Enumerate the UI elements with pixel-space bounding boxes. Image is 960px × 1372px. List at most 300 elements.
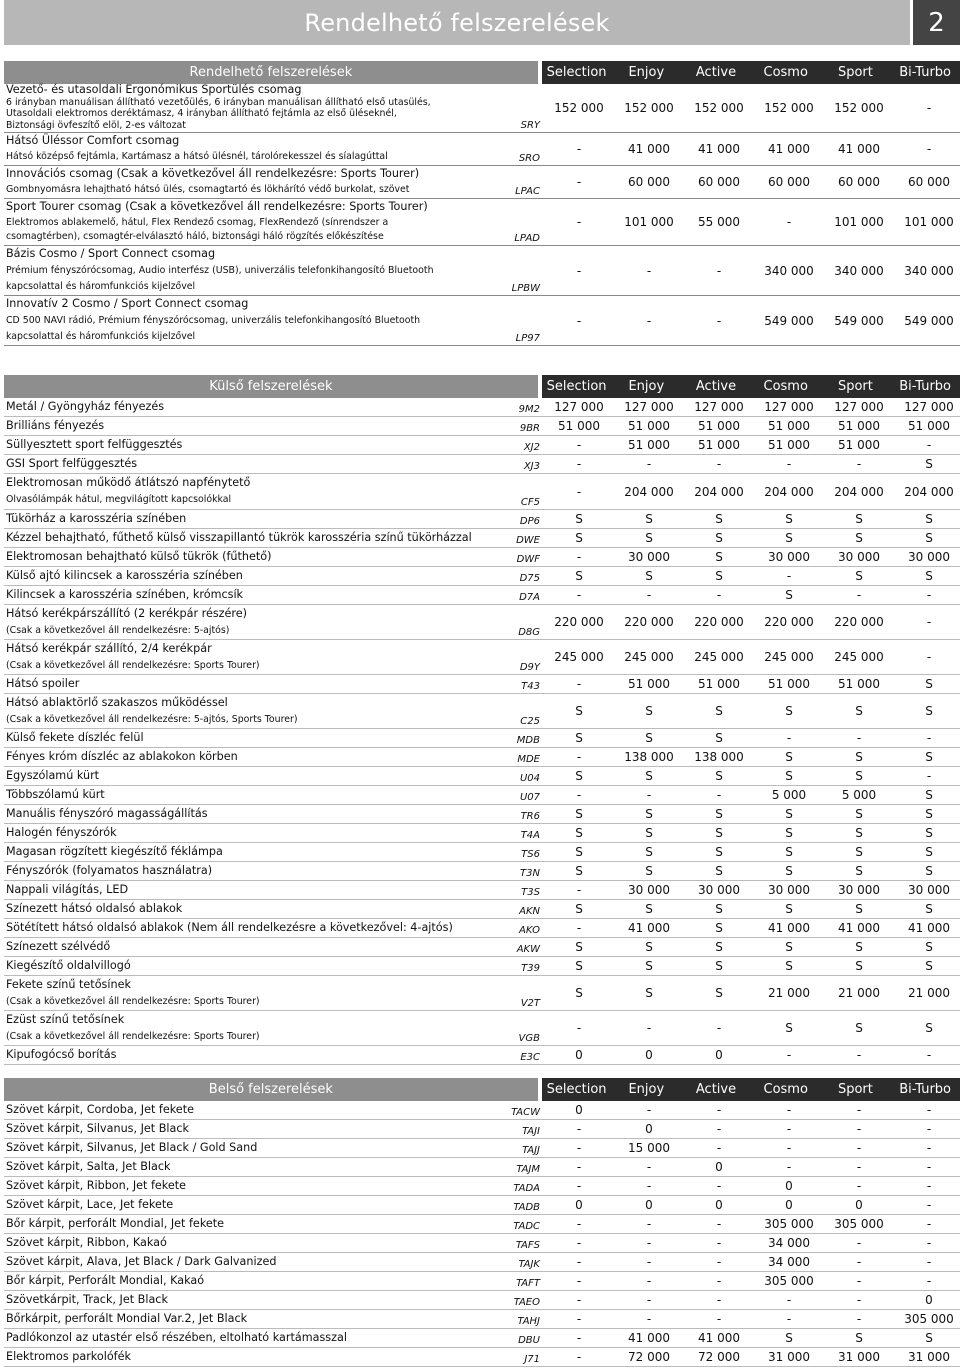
row-description bbox=[4, 1139, 504, 1157]
price-cell: S bbox=[715, 704, 723, 718]
price-cell: 220 000 bbox=[624, 615, 674, 629]
price-cell: S bbox=[855, 1021, 863, 1035]
option-code: D9Y bbox=[519, 662, 540, 673]
description-line: Tükörház a karosszéria színében bbox=[6, 511, 187, 525]
table-row bbox=[4, 1101, 960, 1120]
price-cell: 245 000 bbox=[764, 650, 814, 664]
price-cell: - bbox=[646, 1160, 652, 1174]
price-cell: S bbox=[785, 807, 793, 821]
price-cell: S bbox=[925, 940, 933, 954]
price-cell: 204 000 bbox=[624, 484, 674, 499]
price-cell: - bbox=[716, 313, 722, 328]
table-row bbox=[4, 1177, 960, 1196]
description-line: csomagtérben), csomagtér-elválasztó háló, biztonsági háló rögzítés előkészítése bbox=[6, 231, 384, 243]
option-code: E3C bbox=[520, 1052, 540, 1063]
price-cell: - bbox=[646, 1274, 652, 1288]
price-cell: - bbox=[716, 1141, 722, 1155]
price-cell: 0 bbox=[785, 1179, 793, 1193]
description-line: Színezett szélvédő bbox=[6, 939, 111, 953]
column-header: Active bbox=[681, 1078, 751, 1101]
description-line: (Csak a következővel áll rendelkezésre: 5-ajtós) bbox=[6, 624, 230, 636]
description-line: Magasan rögzített kiegészítő féklámpa bbox=[6, 844, 223, 858]
description-line: Bőrkárpit, perforált Mondial Var.2, Jet Black bbox=[6, 1311, 248, 1325]
price-cell: S bbox=[925, 864, 933, 878]
row-values bbox=[544, 1011, 960, 1045]
column-header: Active bbox=[681, 375, 751, 398]
column-header: Bi-Turbo bbox=[890, 61, 960, 84]
section-1 bbox=[4, 375, 960, 1065]
price-cell: - bbox=[786, 1312, 792, 1326]
option-code: TAJJ bbox=[522, 1145, 540, 1156]
table-row bbox=[4, 1291, 960, 1310]
page-title: Rendelhető felszerelések bbox=[4, 0, 910, 45]
price-cell: S bbox=[855, 807, 863, 821]
price-cell: - bbox=[856, 731, 862, 745]
price-cell: S bbox=[715, 902, 723, 916]
row-values bbox=[544, 567, 960, 585]
price-cell: - bbox=[926, 1198, 932, 1212]
price-cell: S bbox=[715, 550, 723, 564]
row-description bbox=[4, 1196, 504, 1214]
table-row bbox=[4, 605, 960, 640]
price-cell: 41 000 bbox=[698, 142, 740, 156]
price-cell: 51 000 bbox=[698, 677, 740, 691]
price-cell: 152 000 bbox=[764, 101, 814, 115]
price-cell: S bbox=[715, 769, 723, 783]
price-cell: 60 000 bbox=[698, 175, 740, 189]
description-line: Hátsó középső fejtámla, Kartámasz a hátsó ülésnél, tárolórekesszel és síalagúttal bbox=[6, 151, 388, 163]
price-cell: 51 000 bbox=[768, 419, 810, 433]
price-cell: 152 000 bbox=[834, 101, 884, 115]
row-description bbox=[4, 510, 504, 528]
row-description bbox=[4, 474, 504, 509]
price-cell: S bbox=[575, 986, 583, 1000]
description-line: Fényes króm díszléc az ablakokon körben bbox=[6, 749, 238, 763]
price-cell: S bbox=[715, 826, 723, 840]
row-values bbox=[544, 843, 960, 861]
price-cell: S bbox=[925, 845, 933, 859]
price-cell: - bbox=[926, 438, 932, 452]
description-line: Vezető- és utasoldali Ergonómikus Sportülés csomag bbox=[6, 83, 302, 97]
price-cell: S bbox=[785, 902, 793, 916]
option-code: DBU bbox=[518, 1335, 540, 1346]
table-row bbox=[4, 694, 960, 729]
row-description bbox=[4, 957, 504, 975]
row-description bbox=[4, 398, 504, 416]
price-cell: 21 000 bbox=[768, 986, 810, 1000]
price-cell: - bbox=[576, 215, 582, 229]
table-row bbox=[4, 1139, 960, 1158]
price-cell: - bbox=[716, 457, 722, 471]
price-cell: S bbox=[575, 731, 583, 745]
price-cell: 30 000 bbox=[698, 883, 740, 897]
price-cell: - bbox=[716, 1179, 722, 1193]
price-cell: - bbox=[856, 1274, 862, 1288]
price-cell: - bbox=[716, 263, 722, 278]
price-cell: - bbox=[786, 1122, 792, 1136]
table-row bbox=[4, 510, 960, 529]
price-cell: - bbox=[646, 313, 652, 328]
price-cell: 30 000 bbox=[628, 550, 670, 564]
row-values bbox=[544, 1215, 960, 1233]
option-code: LPAD bbox=[514, 233, 540, 244]
price-cell: S bbox=[855, 864, 863, 878]
option-code: LPAC bbox=[515, 186, 540, 197]
row-values bbox=[544, 1348, 960, 1366]
option-code: TR6 bbox=[520, 811, 540, 822]
price-cell: - bbox=[926, 1103, 932, 1117]
row-values bbox=[544, 1310, 960, 1328]
price-cell: - bbox=[646, 1312, 652, 1326]
description-line: Padlókonzol az utastér első részében, eltolható kartámasszal bbox=[6, 1330, 347, 1344]
price-cell: S bbox=[575, 902, 583, 916]
price-cell: 30 000 bbox=[768, 883, 810, 897]
table-row bbox=[4, 1158, 960, 1177]
option-code: VGB bbox=[518, 1033, 540, 1044]
row-values bbox=[544, 436, 960, 454]
price-cell: - bbox=[646, 1179, 652, 1193]
price-cell: - bbox=[646, 1236, 652, 1250]
price-cell: - bbox=[576, 1255, 582, 1269]
price-cell: 30 000 bbox=[908, 883, 950, 897]
price-cell: - bbox=[926, 1236, 932, 1250]
price-cell: S bbox=[645, 986, 653, 1000]
description-line: Kiegészítő oldalvillogó bbox=[6, 958, 131, 972]
price-cell: - bbox=[576, 484, 582, 499]
option-code: TAJK bbox=[518, 1259, 540, 1270]
price-cell: 51 000 bbox=[698, 419, 740, 433]
table-row bbox=[4, 748, 960, 767]
price-cell: 51 000 bbox=[628, 677, 670, 691]
price-cell: - bbox=[576, 457, 582, 471]
row-values bbox=[544, 586, 960, 604]
description-line: Kilincsek a karosszéria színében, krómcsík bbox=[6, 587, 244, 601]
option-code: TS6 bbox=[521, 849, 540, 860]
row-description bbox=[4, 786, 504, 804]
price-cell: 245 000 bbox=[834, 650, 884, 664]
price-cell: 305 000 bbox=[904, 1312, 954, 1326]
price-cell: S bbox=[855, 845, 863, 859]
description-line: Elektromosan behajtható külső tükrök (fűthető) bbox=[6, 549, 272, 563]
price-cell: - bbox=[716, 1122, 722, 1136]
option-code: D8G bbox=[518, 627, 540, 638]
price-cell: S bbox=[925, 704, 933, 718]
price-cell: 51 000 bbox=[838, 419, 880, 433]
price-cell: 220 000 bbox=[694, 615, 744, 629]
price-cell: 127 000 bbox=[834, 400, 884, 414]
option-code: D7A bbox=[519, 592, 540, 603]
price-cell: S bbox=[715, 569, 723, 583]
price-cell: 220 000 bbox=[834, 615, 884, 629]
price-cell: 127 000 bbox=[904, 400, 954, 414]
row-values bbox=[544, 455, 960, 473]
price-cell: S bbox=[785, 826, 793, 840]
price-cell: - bbox=[926, 1160, 932, 1174]
table-row bbox=[4, 640, 960, 675]
price-cell: 127 000 bbox=[694, 400, 744, 414]
price-cell: - bbox=[576, 1217, 582, 1231]
price-cell: 204 000 bbox=[834, 484, 884, 499]
row-description bbox=[4, 133, 504, 165]
row-values bbox=[544, 919, 960, 937]
price-cell: 51 000 bbox=[838, 438, 880, 452]
price-cell: 0 bbox=[715, 1198, 723, 1212]
option-code: MDE bbox=[517, 754, 540, 765]
price-cell: S bbox=[855, 959, 863, 973]
price-cell: S bbox=[645, 512, 653, 526]
option-code: TADC bbox=[513, 1221, 540, 1232]
description-line: Színezett hátsó oldalsó ablakok bbox=[6, 901, 183, 915]
row-values bbox=[544, 1139, 960, 1157]
option-code: SRY bbox=[520, 120, 540, 131]
description-line: (Csak a következővel áll rendelkezésre: Sports Tourer) bbox=[6, 995, 260, 1007]
price-cell: 0 bbox=[925, 1293, 933, 1307]
price-cell: S bbox=[645, 845, 653, 859]
description-line: Süllyesztett sport felfüggesztés bbox=[6, 437, 183, 451]
price-cell: S bbox=[575, 940, 583, 954]
price-cell: - bbox=[576, 788, 582, 802]
price-cell: S bbox=[785, 769, 793, 783]
price-cell: 152 000 bbox=[694, 101, 744, 115]
price-cell: 340 000 bbox=[834, 263, 884, 278]
price-cell: S bbox=[785, 512, 793, 526]
price-cell: - bbox=[786, 731, 792, 745]
description-line: Bőr kárpit, Perforált Mondial, Kakaó bbox=[6, 1273, 205, 1287]
price-cell: 41 000 bbox=[628, 142, 670, 156]
row-description bbox=[4, 881, 504, 899]
price-cell: S bbox=[645, 704, 653, 718]
option-code: XJ3 bbox=[523, 461, 540, 472]
price-cell: - bbox=[646, 1021, 652, 1035]
price-cell: 51 000 bbox=[768, 438, 810, 452]
description-line: Elektromosan működő átlátszó napfénytető bbox=[6, 475, 251, 489]
option-code: SRO bbox=[518, 153, 540, 164]
price-cell: - bbox=[926, 615, 932, 629]
option-code: D75 bbox=[519, 573, 540, 584]
table-row bbox=[4, 824, 960, 843]
price-cell: S bbox=[575, 826, 583, 840]
description-line: Brilliáns fényezés bbox=[6, 418, 105, 432]
price-cell: - bbox=[856, 457, 862, 471]
row-description bbox=[4, 729, 504, 747]
price-cell: S bbox=[645, 959, 653, 973]
description-line: GSI Sport felfüggesztés bbox=[6, 456, 138, 470]
price-cell: - bbox=[786, 1141, 792, 1155]
price-cell: - bbox=[576, 677, 582, 691]
price-cell: S bbox=[575, 531, 583, 545]
description-line: Hátsó kerékpárszállító (2 kerékpár részére) bbox=[6, 606, 248, 620]
column-header: Selection bbox=[542, 375, 612, 398]
column-header: Cosmo bbox=[751, 61, 821, 84]
price-cell: - bbox=[576, 1021, 582, 1035]
price-cell: - bbox=[646, 457, 652, 471]
section-header bbox=[4, 375, 960, 398]
price-cell: - bbox=[646, 788, 652, 802]
column-header: Sport bbox=[821, 61, 891, 84]
row-values bbox=[544, 786, 960, 804]
price-cell: S bbox=[575, 959, 583, 973]
price-cell: 0 bbox=[715, 1048, 723, 1062]
section-title: Rendelhető felszerelések bbox=[4, 61, 538, 84]
table-row bbox=[4, 1046, 960, 1065]
price-cell: - bbox=[786, 215, 792, 229]
price-cell: S bbox=[575, 569, 583, 583]
price-cell: S bbox=[645, 769, 653, 783]
table-row bbox=[4, 1196, 960, 1215]
price-cell: 30 000 bbox=[628, 883, 670, 897]
price-cell: S bbox=[645, 807, 653, 821]
option-code: TACW bbox=[511, 1107, 540, 1118]
price-cell: 31 000 bbox=[908, 1350, 950, 1364]
price-cell: - bbox=[716, 1293, 722, 1307]
row-description bbox=[4, 824, 504, 842]
table-row bbox=[4, 246, 960, 296]
row-description bbox=[4, 805, 504, 823]
price-cell: 51 000 bbox=[838, 677, 880, 691]
row-values bbox=[544, 84, 960, 132]
price-cell: - bbox=[646, 263, 652, 278]
section-0 bbox=[4, 61, 960, 346]
table-row bbox=[4, 843, 960, 862]
row-values bbox=[544, 474, 960, 509]
price-cell: S bbox=[925, 902, 933, 916]
price-cell: 21 000 bbox=[908, 986, 950, 1000]
price-cell: S bbox=[785, 588, 793, 602]
price-cell: S bbox=[925, 457, 933, 471]
row-values bbox=[544, 1234, 960, 1252]
price-cell: 41 000 bbox=[768, 142, 810, 156]
row-values bbox=[544, 605, 960, 639]
option-code: U04 bbox=[519, 773, 540, 784]
column-header: Cosmo bbox=[751, 375, 821, 398]
price-cell: - bbox=[926, 588, 932, 602]
price-cell: 0 bbox=[645, 1048, 653, 1062]
row-description bbox=[4, 843, 504, 861]
description-line: Többszólamú kürt bbox=[6, 787, 105, 801]
price-cell: 51 000 bbox=[768, 677, 810, 691]
section-header bbox=[4, 1078, 960, 1101]
table-row bbox=[4, 567, 960, 586]
description-line: Bázis Cosmo / Sport Connect csomag bbox=[6, 247, 216, 261]
table-row bbox=[4, 474, 960, 510]
row-values bbox=[544, 529, 960, 547]
price-cell: S bbox=[785, 531, 793, 545]
table-row bbox=[4, 1253, 960, 1272]
row-values bbox=[544, 900, 960, 918]
price-cell: - bbox=[856, 588, 862, 602]
description-line: Sötétített hátsó oldalsó ablakok (Nem áll rendelkezésre a következővel: 4-ajtós) bbox=[6, 920, 453, 934]
price-cell: S bbox=[715, 986, 723, 1000]
page-number: 2 bbox=[913, 0, 960, 45]
price-cell: 0 bbox=[645, 1198, 653, 1212]
option-code: T4A bbox=[520, 830, 540, 841]
option-code: 9BR bbox=[519, 423, 540, 434]
table-row bbox=[4, 455, 960, 474]
price-cell: 220 000 bbox=[554, 615, 604, 629]
row-values bbox=[544, 824, 960, 842]
price-cell: 340 000 bbox=[764, 263, 814, 278]
price-cell: S bbox=[645, 902, 653, 916]
price-cell: - bbox=[646, 1103, 652, 1117]
description-line: Sport Tourer csomag (Csak a következővel áll rendelkezésre: Sports Tourer) bbox=[6, 199, 428, 213]
option-code: T3S bbox=[521, 887, 540, 898]
price-cell: S bbox=[715, 864, 723, 878]
description-line: kapcsolattal és háromfunkciós kijelzővel bbox=[6, 330, 196, 342]
row-values bbox=[544, 1120, 960, 1138]
row-values bbox=[544, 976, 960, 1010]
price-cell: S bbox=[575, 704, 583, 718]
row-description bbox=[4, 767, 504, 785]
row-description bbox=[4, 1272, 504, 1290]
price-cell: - bbox=[576, 175, 582, 189]
option-code: AKO bbox=[518, 925, 540, 936]
price-cell: S bbox=[785, 1331, 793, 1345]
price-cell: 549 000 bbox=[834, 313, 884, 328]
price-cell: - bbox=[856, 1160, 862, 1174]
description-line: Kézzel behajtható, fűthető külső visszapillantó tükrök karosszéria színű tükörházzal bbox=[6, 530, 472, 544]
price-cell: 245 000 bbox=[694, 650, 744, 664]
option-code: U07 bbox=[519, 792, 540, 803]
table-row bbox=[4, 786, 960, 805]
price-cell: - bbox=[716, 1312, 722, 1326]
table-row bbox=[4, 548, 960, 567]
option-code: T39 bbox=[521, 963, 540, 974]
price-cell: S bbox=[715, 845, 723, 859]
price-cell: - bbox=[856, 1255, 862, 1269]
price-cell: S bbox=[715, 921, 723, 935]
price-cell: - bbox=[786, 457, 792, 471]
row-values bbox=[544, 1046, 960, 1064]
price-cell: 204 000 bbox=[694, 484, 744, 499]
price-cell: - bbox=[926, 1255, 932, 1269]
price-cell: S bbox=[855, 940, 863, 954]
row-description bbox=[4, 417, 504, 435]
row-description bbox=[4, 1310, 504, 1328]
price-cell: - bbox=[786, 1048, 792, 1062]
description-line: Manuális fényszóró magasságállítás bbox=[6, 806, 208, 820]
price-cell: 0 bbox=[575, 1103, 583, 1117]
price-cell: - bbox=[646, 588, 652, 602]
row-description bbox=[4, 1011, 504, 1045]
row-description bbox=[4, 1291, 504, 1309]
option-code: TAEO bbox=[513, 1297, 540, 1308]
price-cell: 245 000 bbox=[554, 650, 604, 664]
option-code: J71 bbox=[524, 1354, 540, 1365]
price-cell: S bbox=[715, 512, 723, 526]
option-code: LP97 bbox=[515, 333, 540, 344]
price-cell: 30 000 bbox=[908, 550, 950, 564]
price-cell: 0 bbox=[785, 1198, 793, 1212]
price-cell: S bbox=[575, 512, 583, 526]
table-row bbox=[4, 881, 960, 900]
price-cell: - bbox=[576, 142, 582, 156]
price-cell: - bbox=[576, 1312, 582, 1326]
row-description bbox=[4, 199, 504, 245]
table-row bbox=[4, 1120, 960, 1139]
table-row bbox=[4, 675, 960, 694]
price-cell: S bbox=[715, 807, 723, 821]
price-cell: S bbox=[925, 750, 933, 764]
option-code: T3N bbox=[520, 868, 540, 879]
row-description bbox=[4, 84, 504, 132]
price-cell: 101 000 bbox=[834, 215, 884, 229]
price-cell: 0 bbox=[575, 1048, 583, 1062]
price-cell: S bbox=[575, 769, 583, 783]
description-line: Kipufogócső borítás bbox=[6, 1047, 117, 1061]
price-cell: S bbox=[925, 512, 933, 526]
row-description bbox=[4, 1046, 504, 1064]
row-description bbox=[4, 455, 504, 473]
